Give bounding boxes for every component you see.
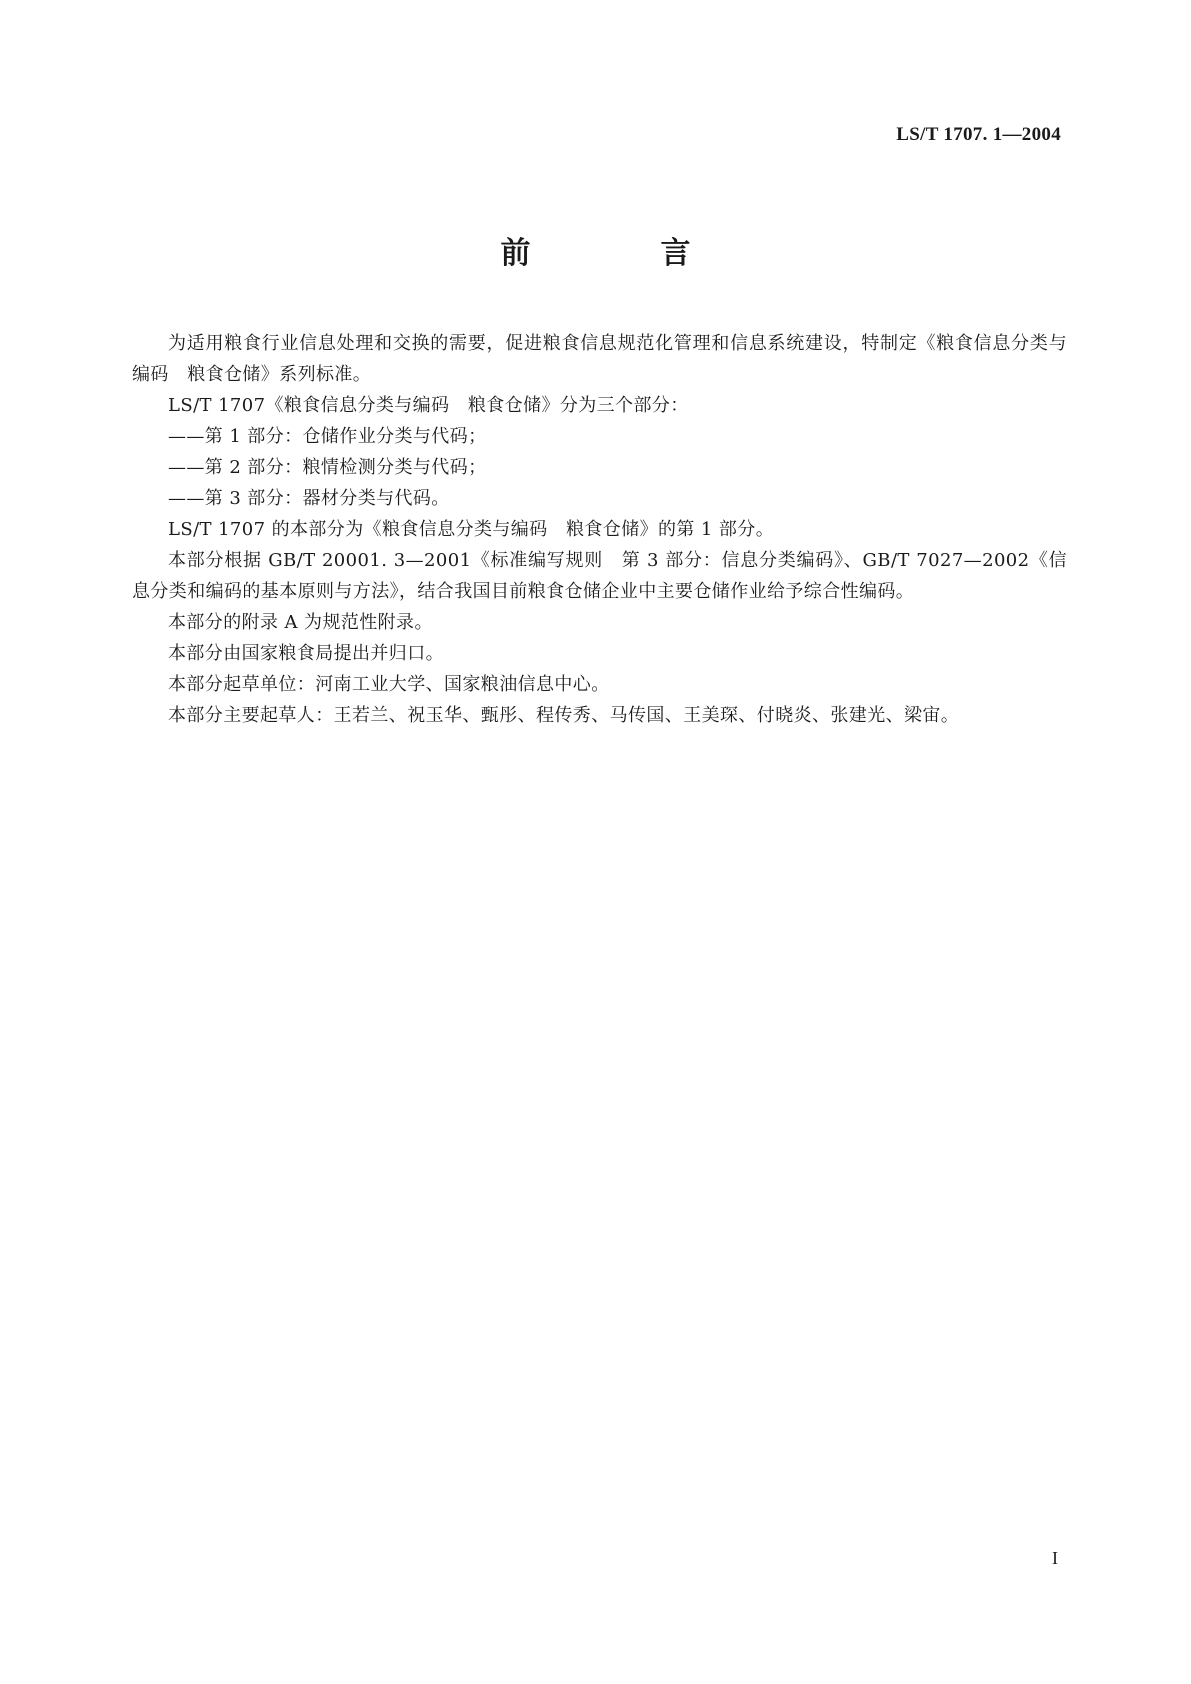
list-item-part-2: ——第 2 部分：粮情检测分类与代码； (168, 457, 487, 478)
page-number: I (1052, 1548, 1058, 1568)
foreword-body (132, 328, 1067, 731)
paragraph-proposer: 本部分由国家粮食局提出并归口。 (168, 643, 444, 664)
list-item-part-1: ——第 1 部分：仓储作业分类与代码； (168, 426, 487, 447)
standard-code: LS/T 1707. 1—2004 (896, 124, 1061, 145)
paragraph-drafters: 本部分主要起草人：王若兰、祝玉华、甄彤、程传秀、马传国、王美琛、付晓炎、张建光、梁宙。 (168, 705, 960, 726)
paragraph-drafting-units: 本部分起草单位：河南工业大学、国家粮油信息中心。 (168, 674, 610, 695)
list-item-part-3: ——第 3 部分：器材分类与代码。 (168, 488, 450, 509)
paragraph-parts-intro: LS/T 1707《粮食信息分类与编码 粮食仓储》分为三个部分： (168, 395, 689, 416)
paragraph-annex: 本部分的附录 A 为规范性附录。 (168, 612, 433, 633)
paragraph-purpose: 为适用粮食行业信息处理和交换的需要，促进粮食信息规范化管理和信息系统建设，特制定《粮食信息分类与编码 粮食仓储》系列标准。 (132, 333, 1067, 385)
paragraph-basis: 本部分根据 GB/T 20001. 3—2001《标准编写规则 第 3 部分：信息分类编码》、GB/T 7027—2002《信息分类和编码的基本原则与方法》，结合我国目前粮食仓储企业中主要仓储作业给予综合性编码。 (132, 550, 1067, 602)
page-title: 前 言 (500, 236, 741, 271)
paragraph-this-part: LS/T 1707 的本部分为《粮食信息分类与编码 粮食仓储》的第 1 部分。 (168, 519, 775, 540)
